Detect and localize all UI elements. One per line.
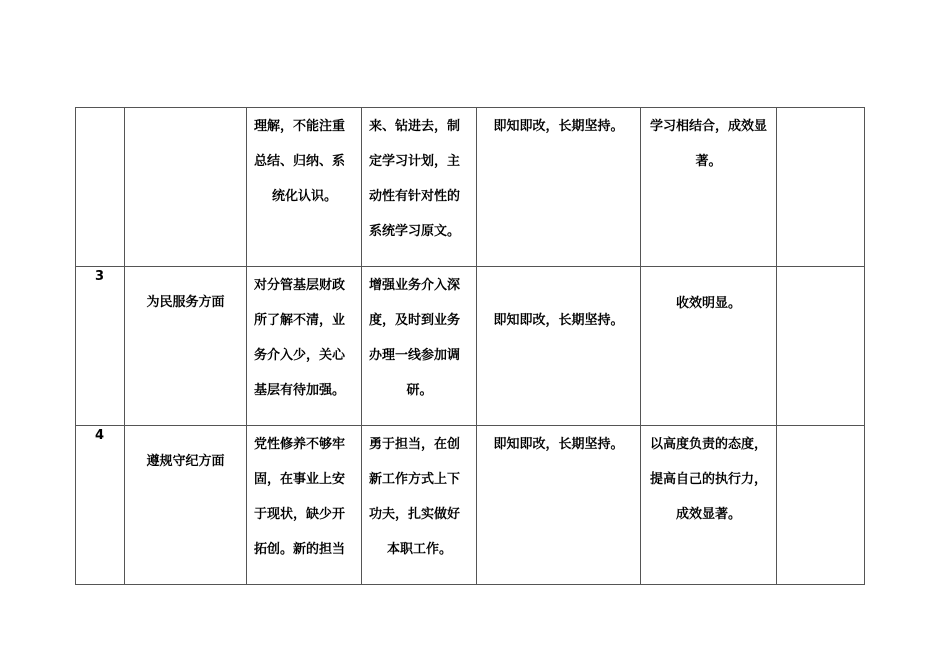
row-number [76, 108, 125, 267]
problem-line: 于现状，缺少开 [254, 507, 346, 522]
problem-cell [247, 426, 362, 585]
remark-cell [777, 426, 865, 585]
measure-line: 动性有针对性的 [369, 189, 461, 204]
measure-line: 新工作方式上下 [369, 472, 461, 487]
result-line: 收效明显。 [675, 296, 741, 311]
measure-line: 本职工作。 [386, 542, 452, 557]
problem-line: 基层有待加强。 [254, 383, 346, 398]
rectification-table [75, 107, 865, 585]
measure-line: 来、钻进去，制 [369, 119, 461, 134]
issue-area [125, 108, 247, 267]
time-cell [477, 108, 641, 267]
result-line: 成效显著。 [675, 507, 741, 522]
remark-cell [777, 108, 865, 267]
problem-cell [247, 267, 362, 426]
measure-line: 研。 [406, 383, 433, 398]
measure-line: 办理一线参加调 [369, 348, 461, 363]
result-line: 提高自己的执行力， [649, 472, 767, 487]
row-number: 3 [76, 267, 125, 426]
problem-line: 拓创。新的担当 [254, 542, 346, 557]
problem-line: 所了解不清，业 [254, 313, 346, 328]
result-line: 著。 [695, 154, 722, 169]
result-cell [641, 108, 777, 267]
time-cell [477, 267, 641, 426]
remark-cell [777, 267, 865, 426]
measure-line: 勇于担当，在创 [369, 437, 461, 452]
problem-line: 务介入少，关心 [254, 348, 346, 363]
issue-area: 为民服务方面 [125, 267, 247, 426]
problem-cell [247, 108, 362, 267]
row-number: 4 [76, 426, 125, 585]
result-cell [641, 267, 777, 426]
time-limit: 即知即改，长期坚持。 [493, 437, 624, 452]
problem-line: 总结、归纳、系 [254, 154, 346, 169]
problem-line: 统化认识。 [271, 189, 337, 204]
table-row [76, 426, 865, 585]
result-line: 学习相结合，成效显 [649, 119, 767, 134]
problem-line: 固，在事业上安 [254, 472, 346, 487]
problem-line: 理解，不能注重 [254, 119, 346, 134]
measure-line: 度，及时到业务 [369, 313, 461, 328]
time-limit: 即知即改，长期坚持。 [493, 313, 624, 328]
problem-line: 对分管基层财政 [254, 278, 346, 293]
table-row [76, 267, 865, 426]
measure-line: 系统学习原文。 [369, 224, 461, 239]
problem-line: 党性修养不够牢 [254, 437, 346, 452]
measure-line: 定学习计划，主 [369, 154, 461, 169]
measure-line: 增强业务介入深 [369, 278, 461, 293]
measure-line: 功夫，扎实做好 [369, 507, 461, 522]
measure-cell [362, 426, 477, 585]
result-line: 以高度负责的态度， [649, 437, 767, 452]
table-row [76, 108, 865, 267]
measure-cell [362, 267, 477, 426]
time-limit: 即知即改，长期坚持。 [493, 119, 624, 134]
issue-area: 遵规守纪方面 [125, 426, 247, 585]
time-cell [477, 426, 641, 585]
result-cell [641, 426, 777, 585]
measure-cell [362, 108, 477, 267]
